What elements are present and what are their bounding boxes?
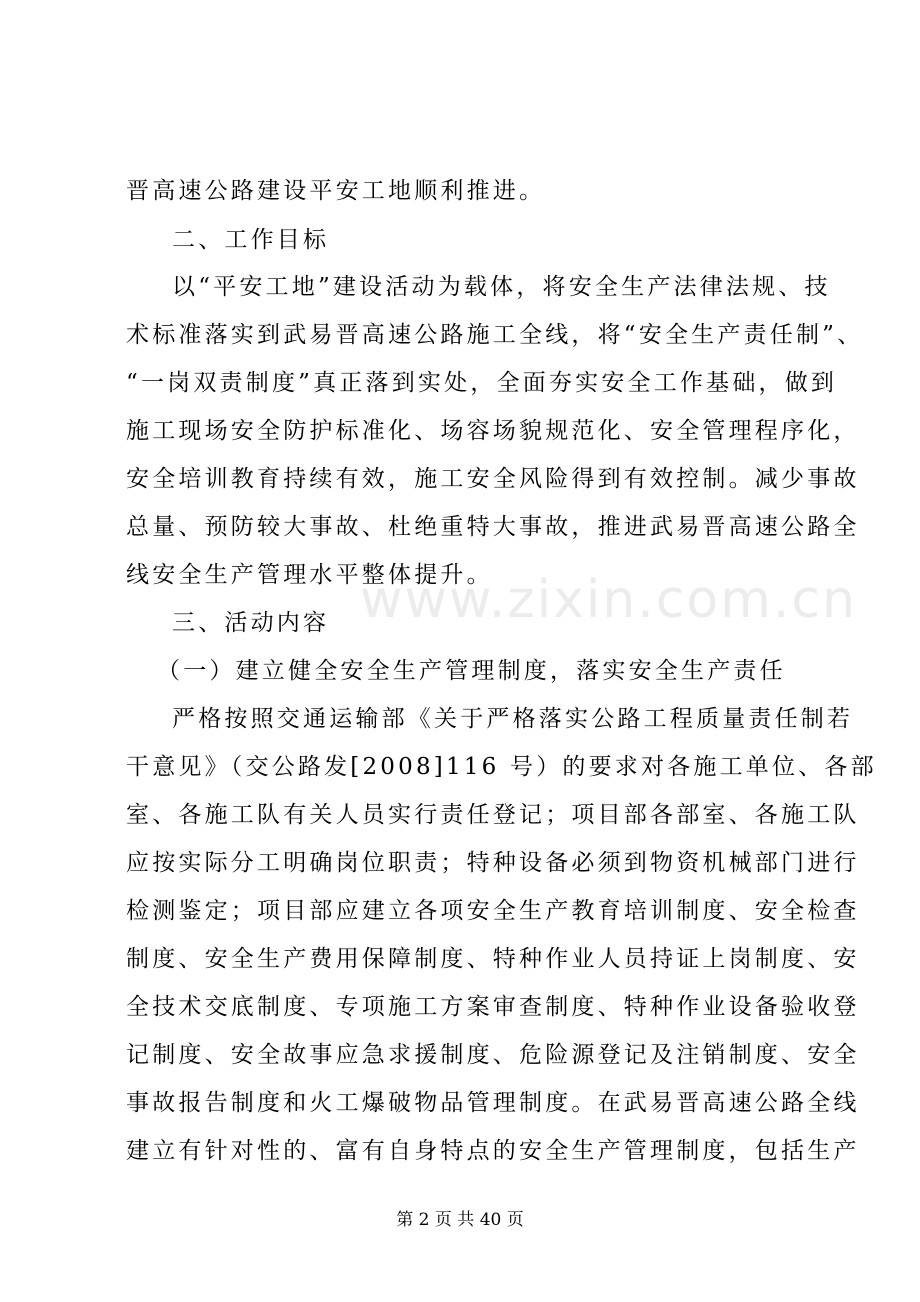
body-line: 检测鉴定；项目部应建立各项安全生产教育培训制度、安全检查 bbox=[126, 898, 860, 924]
body-line: 总量、预防较大事故、杜绝重特大事故，推进武易晋高速公路全 bbox=[126, 514, 860, 540]
paragraph-start: 以“平安工地”建设活动为载体，将安全生产法律法规、技 bbox=[172, 274, 831, 300]
subsection-heading: （一）建立健全安全生产管理制度，落实安全生产责任 bbox=[157, 658, 786, 684]
body-line: 室、各施工队有关人员实行责任登记；项目部各部室、各施工队 bbox=[126, 802, 860, 828]
body-line: 术标准落实到武易晋高速公路施工全线，将“安全生产责任制”、 bbox=[126, 322, 864, 348]
body-line: 记制度、安全故事应急求援制度、危险源登记及注销制度、安全 bbox=[126, 1042, 860, 1068]
body-line: 干意见》（交公路发[2008]116 号）的要求对各施工单位、各部 bbox=[126, 754, 877, 780]
body-line: 建立有针对性的、富有自身特点的安全生产管理制度，包括生产 bbox=[126, 1138, 860, 1164]
section-heading: 三、活动内容 bbox=[172, 610, 330, 636]
body-line: 线安全生产管理水平整体提升。 bbox=[126, 562, 493, 588]
paragraph-start: 严格按照交通运输部《关于严格落实公路工程质量责任制若 bbox=[172, 706, 854, 732]
section-heading: 二、工作目标 bbox=[172, 227, 330, 253]
body-line: 制度、安全生产费用保障制度、特种作业人员持证上岗制度、安 bbox=[126, 946, 860, 972]
body-line: 安全培训教育持续有效，施工安全风险得到有效控制。减少事故 bbox=[126, 466, 860, 492]
page-footer: 第 2 页 共 40 页 bbox=[396, 1210, 524, 1230]
body-line: 晋高速公路建设平安工地顺利推进。 bbox=[126, 178, 546, 204]
body-line: 全技术交底制度、专项施工方案审查制度、特种作业设备验收登 bbox=[126, 994, 860, 1020]
body-line: “一岗双责制度”真正落到实处，全面夯实安全工作基础，做到 bbox=[126, 370, 838, 396]
body-line: 应按实际分工明确岗位职责；特种设备必须到物资机械部门进行 bbox=[126, 850, 860, 876]
watermark: www.zixin.com.cn bbox=[360, 570, 857, 630]
body-line: 施工现场安全防护标准化、场容场貌规范化、安全管理程序化， bbox=[126, 418, 860, 444]
body-line: 事故报告制度和火工爆破物品管理制度。在武易晋高速公路全线 bbox=[126, 1090, 860, 1116]
